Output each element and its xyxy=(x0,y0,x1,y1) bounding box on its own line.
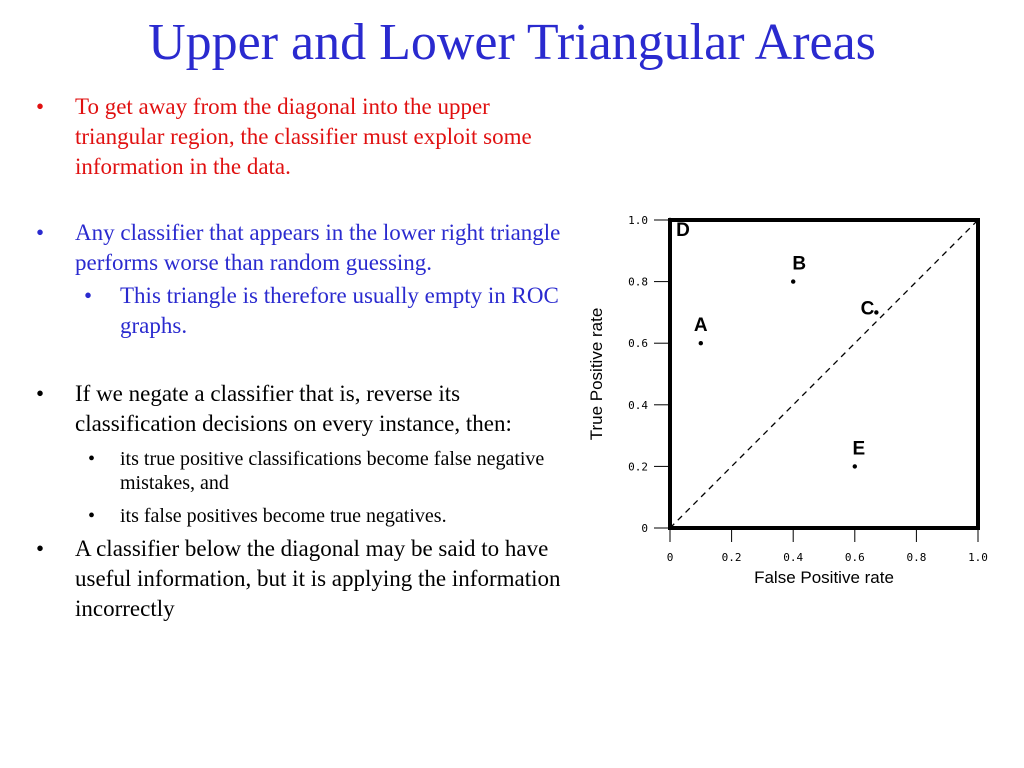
sub-bullet-3-1 xyxy=(36,447,576,495)
x-axis-label: False Positive rate xyxy=(754,568,894,587)
bullet-4 xyxy=(36,534,576,624)
bullet-marker: • xyxy=(88,448,96,470)
bullet-1 xyxy=(36,92,576,182)
y-tick-label: 0.8 xyxy=(628,275,648,289)
x-tick-label: 1.0 xyxy=(968,551,988,564)
point-label-e: E xyxy=(852,438,866,460)
point-a xyxy=(699,341,703,345)
bullet-text: its false positives become true negatives. xyxy=(120,505,447,527)
bullet-3 xyxy=(36,379,576,439)
point-c xyxy=(874,310,878,314)
y-axis-label: True Positive rate xyxy=(587,307,606,441)
bullet-text: A classifier below the diagonal may be said to have useful information, but it is applying the information incorrectly xyxy=(75,536,561,621)
bullet-marker: • xyxy=(36,220,45,245)
point-d xyxy=(668,218,672,222)
bullet-text: To get away from the diagonal into the upper triangular region, the classifier must exploit some information in the data. xyxy=(75,94,532,179)
bullet-marker: • xyxy=(36,536,45,561)
y-tick-label: 0.6 xyxy=(628,337,648,351)
y-tick-label: 1.0 xyxy=(628,214,648,227)
y-tick-label: 0.4 xyxy=(628,398,648,412)
slide-title: Upper and Lower Triangular Areas xyxy=(148,14,876,71)
point-label-c: C xyxy=(860,298,875,320)
x-tick-label: 0.4 xyxy=(783,551,804,564)
bullet-marker: • xyxy=(84,283,93,308)
bullet-text: its true positive classifications become false negative mistakes, and xyxy=(120,448,545,494)
roc-chart xyxy=(578,198,1008,598)
point-label-b: B xyxy=(792,253,807,275)
x-tick-label: 0 xyxy=(666,551,674,564)
bullet-marker: • xyxy=(36,381,45,406)
random-guess-diagonal xyxy=(670,220,978,528)
y-tick-label: 0 xyxy=(641,522,648,535)
y-tick-label: 0.2 xyxy=(628,460,648,474)
point-e xyxy=(853,464,857,468)
bullet-marker: • xyxy=(88,505,96,527)
bullet-text: This triangle is therefore usually empty in ROC graphs. xyxy=(120,283,559,338)
bullet-text: If we negate a classifier that is, reverse its classification decisions on every instance, then: xyxy=(75,381,512,436)
bullet-text: Any classifier that appears in the lower right triangle performs worse than random guessing. xyxy=(75,220,561,275)
sub-bullet-3-2 xyxy=(36,504,576,528)
x-tick-label: 0.6 xyxy=(844,551,865,564)
x-tick-label: 0.8 xyxy=(906,551,927,564)
point-b xyxy=(791,279,795,283)
bullet-marker: • xyxy=(36,94,45,119)
x-tick-label: 0.2 xyxy=(721,551,742,564)
sub-bullet-2-1 xyxy=(36,281,576,341)
point-label-d: D xyxy=(676,220,690,241)
bullet-2 xyxy=(36,218,576,278)
plot-frame xyxy=(670,220,978,528)
point-label-a: A xyxy=(693,315,708,337)
slide-content xyxy=(36,92,576,624)
